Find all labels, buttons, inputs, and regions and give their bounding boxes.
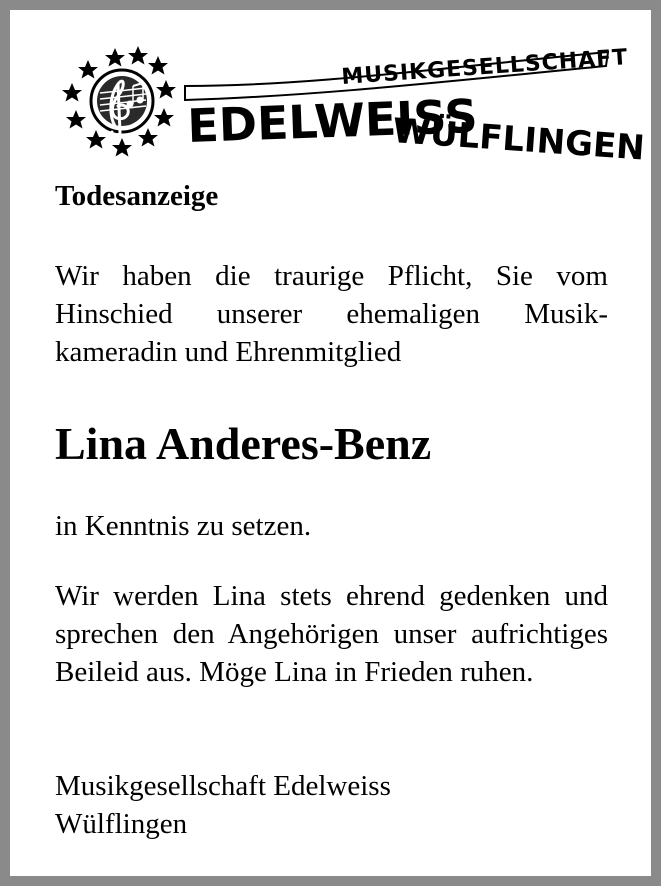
notice-heading: Todesanzeige	[55, 180, 219, 212]
star-icon	[62, 83, 82, 102]
star-icon	[148, 56, 168, 75]
signature-line-society: Musikgesellschaft Edelweiss	[55, 770, 391, 802]
notice-paragraph-intro: Wir haben die traurige Pflicht, Sie vom Hinschied unserer ehemaligen Musik-kameradin und Ehrenmitglied	[55, 260, 608, 368]
deceased-name: Lina Anderes-Benz	[55, 418, 432, 469]
obituary-page	[10, 10, 651, 876]
society-logo	[60, 38, 646, 178]
signature	[55, 767, 391, 843]
notice-paragraph-inform: in Kenntnis zu setzen.	[55, 510, 312, 542]
logo-line-main: EDELWEISS	[186, 88, 479, 153]
logo-line-top: MUSIKGESELLSCHAFT	[340, 45, 630, 90]
star-icon	[66, 110, 86, 129]
music-notes-icon	[91, 70, 153, 132]
notice-paragraph-condolence: Wir werden Lina stets ehrend gedenken und sprechen den Angehörigen unser aufrichtiges Beileid aus. Möge Lina in Frieden ruhen.	[55, 580, 608, 688]
star-icon	[154, 108, 174, 127]
logo-line-bottom: WÜLFLINGEN	[391, 111, 646, 169]
star-icon	[78, 60, 98, 79]
star-icon	[112, 138, 132, 157]
signature-line-place: Wülflingen	[55, 808, 188, 840]
star-icon	[86, 130, 106, 149]
star-icon	[156, 80, 176, 99]
star-icon	[138, 128, 158, 147]
star-icon	[128, 46, 148, 65]
star-icon	[105, 48, 125, 67]
